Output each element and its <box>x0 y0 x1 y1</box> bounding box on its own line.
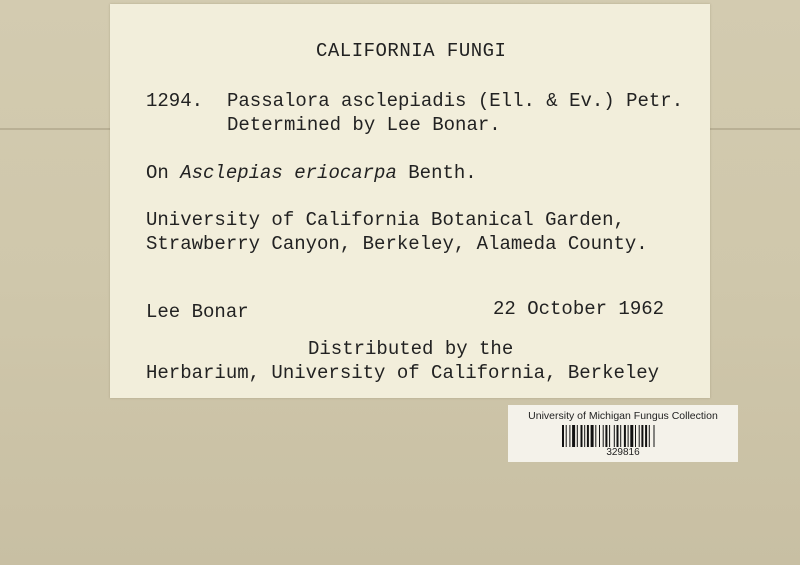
barcode-collection-name: University of Michigan Fungus Collection <box>528 410 718 422</box>
locality-line-2: Strawberry Canyon, Berkeley, Alameda County. <box>146 233 648 255</box>
label-title: CALIFORNIA FUNGI <box>316 40 507 62</box>
host-line <box>146 162 477 184</box>
host-species: Asclepias eriocarpa <box>180 162 397 184</box>
barcode-bars-icon <box>562 425 684 447</box>
collector: Lee Bonar <box>146 301 249 323</box>
species-authority: (Ell. & Ev.) Petr. <box>477 90 684 112</box>
locality-line-1: University of California Botanical Garden, <box>146 209 625 231</box>
host-prefix: On <box>146 162 169 184</box>
species-name <box>227 90 683 112</box>
distributed-line-2: Herbarium, University of California, Berkeley <box>146 362 660 384</box>
host-authority: Benth. <box>408 162 477 184</box>
barcode-label <box>508 405 738 462</box>
specimen-label <box>110 4 710 398</box>
species-binomial: Passalora asclepiadis <box>227 90 467 112</box>
specimen-number: 1294. <box>146 90 204 112</box>
collection-date: 22 October 1962 <box>493 298 665 320</box>
barcode-number: 329816 <box>606 447 640 458</box>
distributed-line-1: Distributed by the <box>308 338 514 360</box>
determiner: Determined by Lee Bonar. <box>227 114 501 136</box>
